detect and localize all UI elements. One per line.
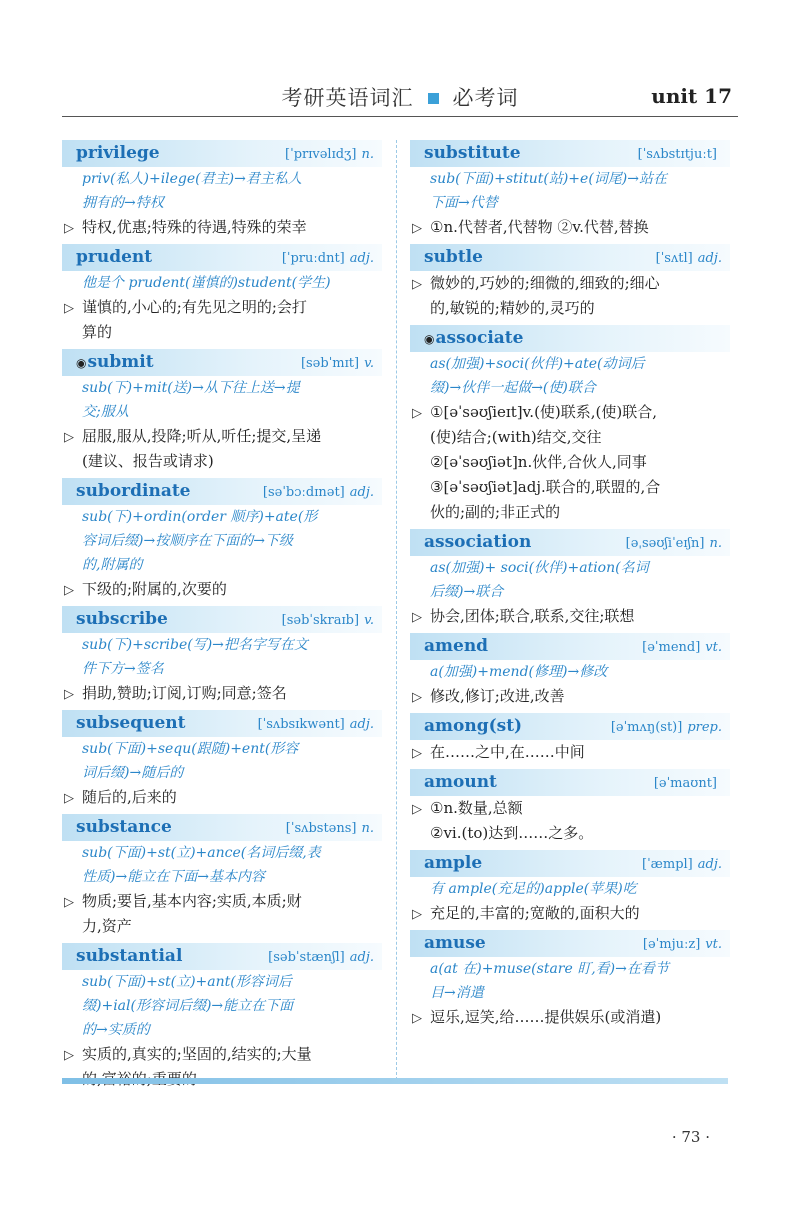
- etymology-line: 的,附属的: [82, 557, 143, 573]
- etymology-line: 件下方→签名: [82, 661, 164, 677]
- etymology-line: 缀)→伙伴一起做→(使)联合: [430, 380, 596, 396]
- vocab-entry: [62, 710, 382, 810]
- book-title: 考研英语词汇: [281, 86, 414, 110]
- definition-line: [62, 914, 382, 939]
- vocab-entry: [62, 814, 382, 939]
- triangle-bullet-icon: ▷: [412, 802, 422, 817]
- headword-bar: [62, 710, 382, 737]
- phonetic: [səˈbɔːdɪnət]: [262, 485, 345, 500]
- vocab-entry: [62, 140, 382, 240]
- etymology-line: as(加强)+soci(伙伴)+ate(动词后: [430, 356, 645, 372]
- vocab-entry: [62, 943, 382, 1092]
- headword: [424, 327, 523, 351]
- part-of-speech: adj.: [697, 857, 722, 872]
- headword-text: privilege: [76, 143, 160, 163]
- definition-line: [410, 1005, 730, 1030]
- definition-line: [410, 604, 730, 629]
- triangle-bullet-icon: ▷: [64, 895, 74, 910]
- definition-line: [410, 450, 730, 475]
- triangle-bullet-icon: ▷: [412, 907, 422, 922]
- etymology-line: as(加强)+ soci(伙伴)+ation(名词: [430, 560, 649, 576]
- definition-text: 捐助,赞助;订阅,订购;同意;签名: [82, 684, 287, 702]
- phonetic: [əˈmend]: [642, 640, 701, 655]
- triangle-bullet-icon: ▷: [412, 746, 422, 761]
- pronunciation: [263, 481, 374, 504]
- headword: [424, 852, 482, 875]
- vocab-entry: [62, 606, 382, 706]
- part-of-speech: adj.: [349, 717, 374, 732]
- triangle-bullet-icon: ▷: [412, 690, 422, 705]
- headword-bar: [410, 529, 730, 556]
- headword-text: subordinate: [76, 481, 191, 501]
- phonetic: [əˌsəʊʃiˈeɪʃn]: [625, 536, 705, 551]
- vocab-entry: [410, 850, 730, 926]
- pronunciation: [642, 636, 722, 659]
- definition-line: [410, 821, 730, 846]
- definition-text: 屈服,服从,投降;听从,听任;提交,呈递: [82, 427, 322, 445]
- triangle-bullet-icon: ▷: [412, 406, 422, 421]
- definition-text: 谨慎的,小心的;有先见之明的;会打: [82, 298, 307, 316]
- headword: [76, 816, 172, 839]
- headword-bar: [62, 349, 382, 376]
- headword: [424, 771, 497, 794]
- vocab-entry: [62, 349, 382, 474]
- headword-bar: [62, 814, 382, 841]
- headword-bar: [62, 606, 382, 633]
- header-title: [62, 82, 738, 112]
- headword-text: associate: [435, 328, 524, 348]
- pronunciation: [285, 143, 374, 166]
- vocab-entry: [410, 244, 730, 321]
- pronunciation: [717, 328, 722, 351]
- phonetic: [ˈsʌbstəns]: [285, 821, 357, 836]
- headword-text: subscribe: [76, 609, 168, 629]
- part-of-speech: vt.: [705, 640, 722, 655]
- triangle-bullet-icon: ▷: [64, 1048, 74, 1063]
- definition-line: [62, 295, 382, 320]
- right-column: [410, 140, 730, 1034]
- phonetic: [ˈsʌtl]: [655, 251, 693, 266]
- part-of-speech: adj.: [349, 251, 374, 266]
- definition-text: ③[əˈsəʊʃiət]adj.联合的,联盟的,合: [430, 478, 661, 496]
- headword: [424, 715, 522, 738]
- definition-line: [62, 681, 382, 706]
- definition-text: 协会,团体;联合,联系,交往;联想: [430, 607, 635, 625]
- headword-text: submit: [87, 352, 154, 372]
- phonetic: [ˈæmpl]: [642, 857, 693, 872]
- etymology-line: 后缀)→联合: [430, 584, 504, 600]
- headword: [424, 932, 486, 955]
- etymology-line: sub(下面)+st(立)+ance(名词后缀,表: [82, 845, 321, 861]
- part-of-speech: vt.: [705, 937, 722, 952]
- definition-text: 力,资产: [82, 917, 132, 935]
- pronunciation: [301, 352, 374, 375]
- definition-text: 伙的;副的;非正式的: [430, 503, 561, 521]
- triangle-bullet-icon: ▷: [64, 430, 74, 445]
- pronunciation: [282, 609, 374, 632]
- definition-line: [62, 449, 382, 474]
- definition-text: ①[əˈsəʊʃieɪt]v.(使)联系,(使)联合,: [430, 403, 658, 421]
- pronunciation: [258, 713, 374, 736]
- etymology-line: sub(下)+ordin(order 顺序)+ate(形: [82, 509, 318, 525]
- definition-text: 实质的,真实的;坚固的,结实的;大量: [82, 1045, 312, 1063]
- section-title: 必考词: [452, 86, 519, 110]
- square-bullet-icon: [428, 93, 439, 104]
- definition-line: [62, 577, 382, 602]
- pronunciation: [643, 933, 722, 956]
- headword-bar: [410, 325, 730, 352]
- headword: [424, 531, 531, 554]
- triangle-bullet-icon: ▷: [412, 1011, 422, 1026]
- triangle-bullet-icon: ▷: [412, 610, 422, 625]
- phonetic: [səbˈmɪt]: [300, 356, 360, 371]
- definition-text: ②vi.(to)达到……之多。: [430, 824, 594, 842]
- etymology-line: 有 ample(充足的)apple(苹果)吃: [430, 881, 637, 897]
- headword-bar: [410, 850, 730, 877]
- headword-bar: [410, 769, 730, 796]
- etymology-line: a(加强)+mend(修理)→修改: [430, 664, 608, 680]
- definition-line: [410, 400, 730, 425]
- headword: [76, 246, 152, 269]
- headword-bar: [62, 140, 382, 167]
- definition-line: [62, 424, 382, 449]
- page-number: · 73 ·: [671, 1128, 710, 1146]
- vocab-entry: [410, 769, 730, 846]
- headword-text: substance: [76, 817, 172, 837]
- etymology-line: 缀)+ial(形容词后缀)→能立在下面: [82, 998, 294, 1014]
- part-of-speech: v.: [364, 356, 374, 371]
- definition-text: (建议、报告或请求): [82, 452, 214, 470]
- definition-text: 物质;要旨,基本内容;实质,本质;财: [82, 892, 302, 910]
- definition-line: [410, 796, 730, 821]
- etymology-line: sub(下)+mit(送)→从下往上送→提: [82, 380, 300, 396]
- pronunciation: [638, 143, 722, 166]
- headword-text: ample: [424, 853, 483, 873]
- headword-text: amuse: [424, 933, 486, 953]
- definition-text: 修改,修订;改进,改善: [430, 687, 565, 705]
- part-of-speech: adj.: [349, 485, 374, 500]
- triangle-bullet-icon: ▷: [412, 277, 422, 292]
- headword-bar: [62, 478, 382, 505]
- definition-text: 微妙的,巧妙的;细微的,细致的;细心: [430, 274, 660, 292]
- headword-text: substantial: [76, 946, 183, 966]
- column-divider: [396, 140, 397, 1080]
- pronunciation: [654, 772, 722, 795]
- definition-text: 的,敏锐的;精妙的,灵巧的: [430, 299, 595, 317]
- part-of-speech: n.: [709, 536, 722, 551]
- definition-line: [62, 889, 382, 914]
- definition-text: 逗乐,逗笑,给……提供娱乐(或消遣): [430, 1008, 662, 1026]
- etymology-line: priv(私人)+ilege(君主)→君主私人: [82, 171, 302, 187]
- vocab-entry: [410, 325, 730, 525]
- pronunciation: [282, 247, 374, 270]
- headword-text: subsequent: [76, 713, 186, 733]
- key-word-icon: ◉: [76, 356, 87, 370]
- headword: [424, 142, 521, 165]
- headword-bar: [62, 943, 382, 970]
- headword-text: prudent: [76, 247, 153, 267]
- phonetic: [ˈsʌbstɪtjuːt]: [637, 147, 717, 162]
- phonetic: [ˈprɪvəlɪdʒ]: [285, 147, 357, 162]
- pronunciation: [626, 532, 722, 555]
- phonetic: [səbˈskraɪb]: [281, 613, 360, 628]
- phonetic: [əˈmjuːz]: [642, 937, 701, 952]
- pronunciation: [611, 716, 722, 739]
- phonetic: [ˈpruːdnt]: [281, 251, 345, 266]
- headword-text: subtle: [424, 247, 483, 267]
- etymology-line: 的→实质的: [82, 1022, 150, 1038]
- triangle-bullet-icon: ▷: [64, 221, 74, 236]
- definition-line: [410, 296, 730, 321]
- triangle-bullet-icon: ▷: [64, 687, 74, 702]
- definition-line: [410, 500, 730, 525]
- etymology-line: 目→消遣: [430, 985, 484, 1001]
- definition-text: ①n.代替者,代替物 ②v.代替,替换: [430, 218, 649, 236]
- part-of-speech: adj.: [697, 251, 722, 266]
- part-of-speech: n.: [361, 821, 374, 836]
- headword-bar: [62, 244, 382, 271]
- part-of-speech: adj.: [349, 950, 374, 965]
- vocab-entry: [62, 478, 382, 602]
- phonetic: [əˈmaʊnt]: [653, 776, 717, 791]
- headword-text: amend: [424, 636, 489, 656]
- etymology-line: 拥有的→特权: [82, 195, 164, 211]
- left-column: [62, 140, 382, 1096]
- etymology-line: 词后缀)→随后的: [82, 765, 184, 781]
- headword-text: among(st): [424, 716, 523, 736]
- triangle-bullet-icon: ▷: [64, 583, 74, 598]
- triangle-bullet-icon: ▷: [412, 221, 422, 236]
- definition-text: 算的: [82, 323, 113, 341]
- headword-text: substitute: [424, 143, 521, 163]
- headword: [424, 246, 483, 269]
- headword-bar: [410, 930, 730, 957]
- definition-line: [410, 425, 730, 450]
- headword: [76, 608, 168, 631]
- vocab-entry: [410, 930, 730, 1030]
- phonetic: [ˈsʌbsɪkwənt]: [257, 717, 345, 732]
- headword-bar: [410, 140, 730, 167]
- definition-line: [410, 901, 730, 926]
- headword: [76, 142, 160, 165]
- definition-text: ②[əˈsəʊʃiət]n.伙伴,合伙人,同事: [430, 453, 647, 471]
- headword: [424, 635, 488, 658]
- headword: [76, 712, 185, 735]
- headword: [76, 480, 191, 503]
- triangle-bullet-icon: ▷: [64, 791, 74, 806]
- etymology-line: 他是个 prudent(谨慎的)student(学生): [82, 275, 331, 291]
- etymology-line: a(at 在)+muse(stare 盯,看)→在看节: [430, 961, 669, 977]
- definition-line: [62, 1042, 382, 1067]
- unit-label: unit 17: [651, 84, 732, 108]
- part-of-speech: n.: [361, 147, 374, 162]
- vocab-entry: [410, 633, 730, 709]
- etymology-line: sub(下面)+stitut(站)+e(词尾)→站在: [430, 171, 667, 187]
- headword-text: amount: [424, 772, 497, 792]
- pronunciation: [656, 247, 722, 270]
- definition-text: 随后的,后来的: [82, 788, 177, 806]
- pronunciation: [268, 946, 374, 969]
- definition-text: ①n.数量,总额: [430, 799, 523, 817]
- bottom-bar: [62, 1078, 728, 1084]
- etymology-line: 交;服从: [82, 404, 129, 420]
- etymology-line: sub(下)+scribe(写)→把名字写在文: [82, 637, 308, 653]
- headword-bar: [410, 633, 730, 660]
- pronunciation: [642, 853, 722, 876]
- phonetic: [səbˈstænʃl]: [268, 950, 345, 965]
- etymology-line: sub(下面)+sequ(跟随)+ent(形容: [82, 741, 299, 757]
- definition-line: [410, 271, 730, 296]
- headword: [76, 945, 182, 968]
- etymology-line: 下面→代替: [430, 195, 498, 211]
- triangle-bullet-icon: ▷: [64, 301, 74, 316]
- definition-line: [410, 475, 730, 500]
- page-header: [62, 78, 738, 117]
- definition-line: [410, 684, 730, 709]
- definition-text: 下级的;附属的,次要的: [82, 580, 227, 598]
- phonetic: [əˈmʌŋ(st)]: [610, 720, 683, 735]
- etymology-line: 容词后缀)→按顺序在下面的→下级: [82, 533, 293, 549]
- definition-line: [62, 320, 382, 345]
- headword-bar: [410, 713, 730, 740]
- definition-text: (使)结合;(with)结交,交往: [430, 428, 602, 446]
- vocab-entry: [62, 244, 382, 345]
- etymology-line: sub(下面)+st(立)+ant(形容词后: [82, 974, 292, 990]
- pronunciation: [286, 817, 374, 840]
- vocab-entry: [410, 713, 730, 765]
- vocab-entry: [410, 140, 730, 240]
- headword: [76, 351, 154, 375]
- vocab-entry: [410, 529, 730, 629]
- definition-line: [62, 215, 382, 240]
- definition-text: 充足的,丰富的;宽敞的,面积大的: [430, 904, 640, 922]
- definition-line: [410, 740, 730, 765]
- headword-bar: [410, 244, 730, 271]
- definition-line: [410, 215, 730, 240]
- headword-text: association: [424, 532, 532, 552]
- part-of-speech: v.: [364, 613, 374, 628]
- part-of-speech: prep.: [687, 720, 722, 735]
- definition-line: [62, 785, 382, 810]
- key-word-icon: ◉: [424, 332, 435, 346]
- etymology-line: 性质)→能立在下面→基本内容: [82, 869, 265, 885]
- definition-text: 特权,优惠;特殊的待遇,特殊的荣幸: [82, 218, 307, 236]
- definition-text: 在……之中,在……中间: [430, 743, 585, 761]
